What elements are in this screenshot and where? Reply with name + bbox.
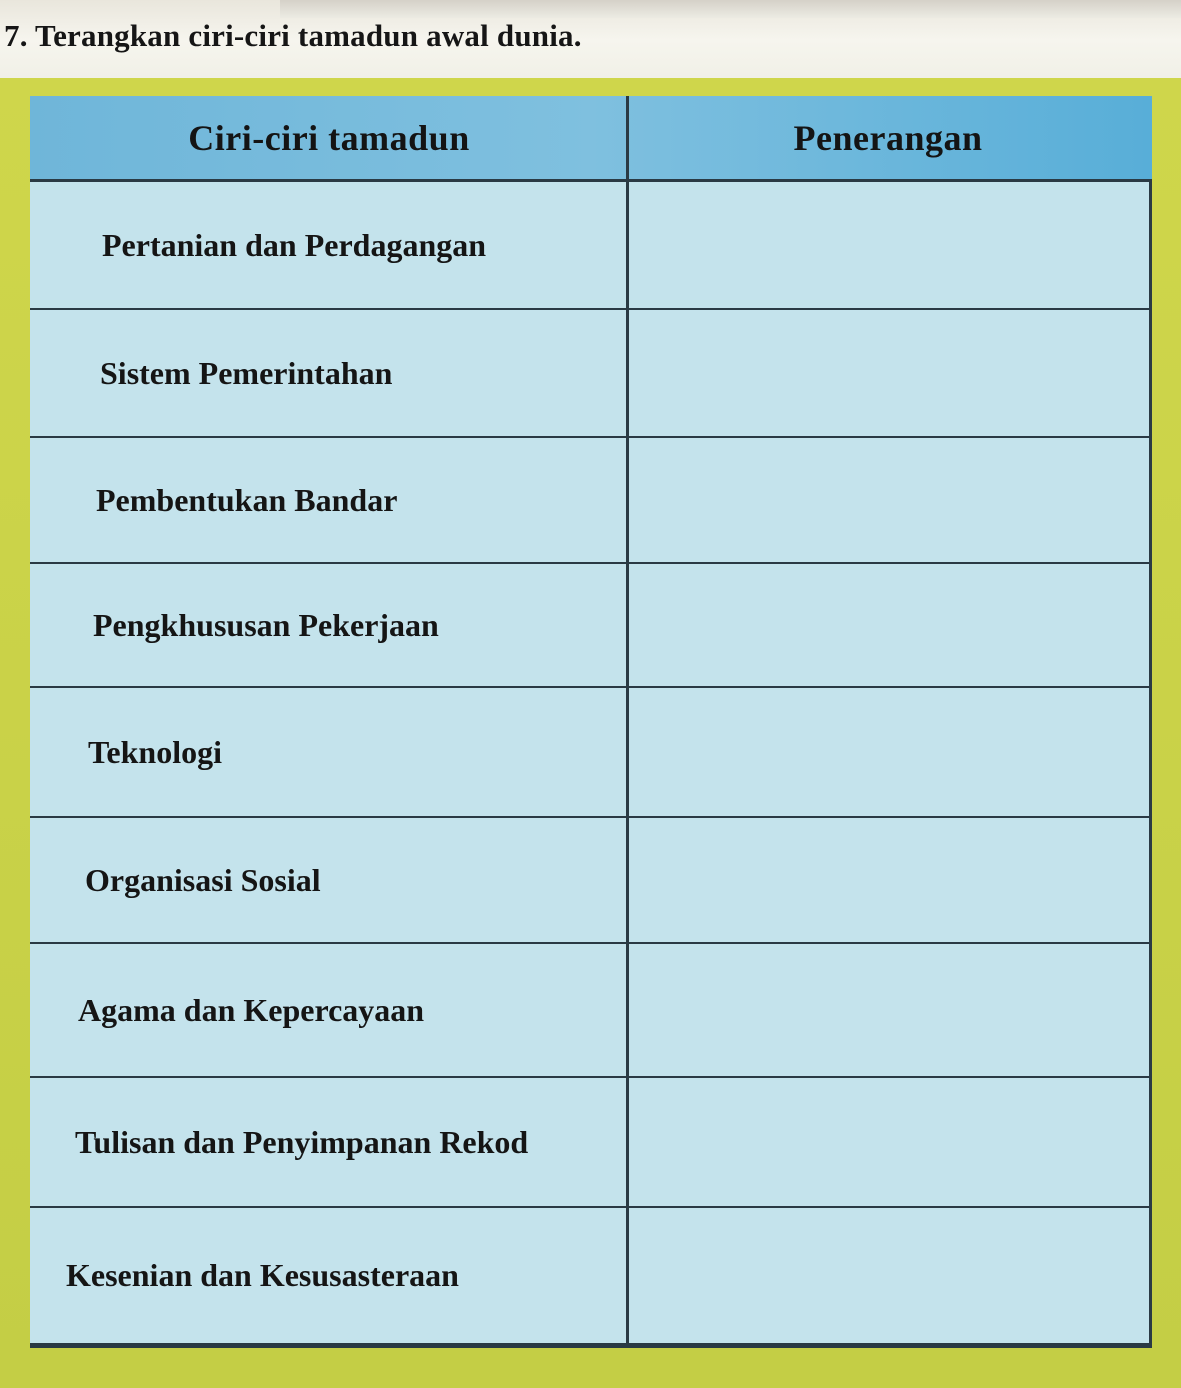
table-row [30,944,1152,1078]
row-label: Pengkhususan Pekerjaan [93,606,439,643]
answer-cell[interactable] [629,818,1149,942]
row-label: Agama dan Kepercayaan [78,991,425,1028]
answer-cell[interactable] [629,1078,1149,1206]
row-label: Sistem Pemerintahan [100,354,393,391]
question-heading: 7. Terangkan ciri-ciri tamadun awal dunia. [4,18,582,53]
answer-cell[interactable] [629,944,1149,1076]
header-explanation: Penerangan [793,117,983,158]
header-characteristics: Ciri-ciri tamadun [188,117,470,158]
row-label: Kesenian dan Kesusasteraan [66,1257,459,1293]
table-row [30,310,1152,438]
answer-cell[interactable] [629,688,1149,816]
row-label: Pertanian dan Perdagangan [102,226,487,263]
row-label: Organisasi Sosial [85,861,321,898]
table-row [30,438,1152,564]
row-label: Tulisan dan Penyimpanan Rekod [75,1123,529,1160]
answer-cell[interactable] [629,564,1149,686]
page-edge [280,0,1181,18]
column-divider [626,96,629,1348]
row-label: Pembentukan Bandar [96,481,398,518]
answer-cell[interactable] [629,1208,1149,1343]
table-row [30,182,1152,310]
table-row [30,1208,1152,1345]
answer-cell[interactable] [629,182,1149,308]
row-label: Teknologi [88,733,222,770]
table-header-row [30,96,1152,182]
table-row [30,688,1152,818]
characteristics-table [30,96,1152,1348]
answer-cell[interactable] [629,438,1149,562]
table-row [30,564,1152,688]
table-row [30,1078,1152,1208]
table-row [30,818,1152,944]
answer-cell[interactable] [629,310,1149,436]
